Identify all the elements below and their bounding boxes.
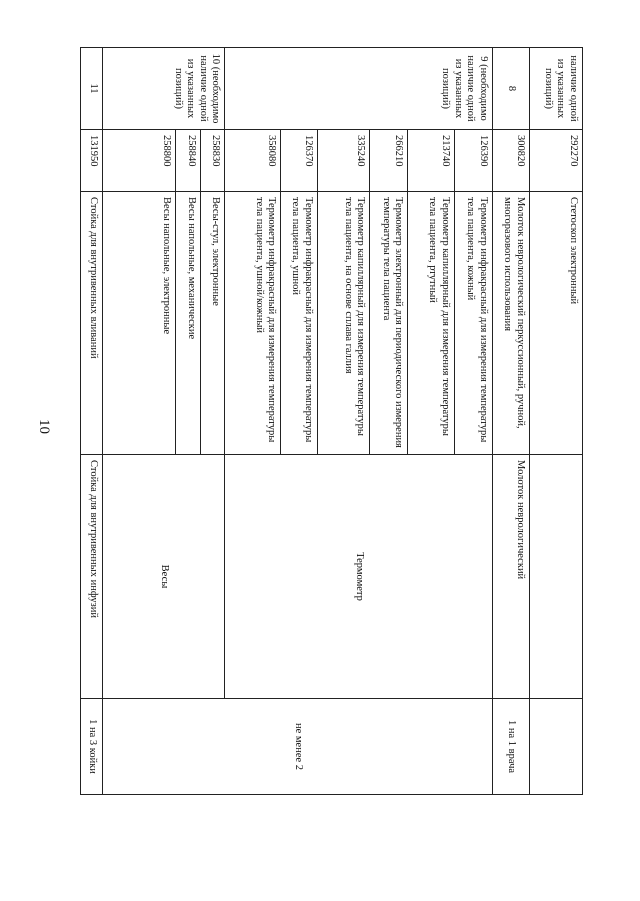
code-cell: 258800 — [102, 130, 176, 192]
name-cell: Термометр электронный для периодического измерения температуры тела пациента — [370, 192, 408, 455]
name-cell: Весы напольные, электронные — [102, 192, 176, 455]
table-row — [454, 48, 492, 863]
type-cell: Весы — [102, 455, 225, 699]
group-cell: 11 — [81, 48, 103, 130]
qty-cell: 1 на 1 врача — [492, 699, 529, 795]
type-cell: Стойка для внутривенных инфузий — [81, 455, 103, 699]
name-cell: Термометр инфракрасный для измерения температуры тела пациента, ушной/кожный — [225, 192, 281, 455]
code-cell: 258830 — [200, 130, 225, 192]
name-cell: Весы-стул, электронные — [200, 192, 225, 455]
code-cell: 335240 — [317, 130, 369, 192]
code-cell: 126370 — [281, 130, 318, 192]
type-cell: Термометр — [225, 455, 492, 699]
name-cell: Весы напольные, механические — [176, 192, 201, 455]
group-cell: 10 (необходимо наличие одной из указанных позиций) — [102, 48, 225, 130]
qty-cell — [529, 699, 582, 795]
page-number: 10 — [36, 419, 52, 434]
name-cell: Термометр капиллярный для измерения температуры тела пациента, ртутный — [408, 192, 455, 455]
code-cell: 126390 — [454, 130, 492, 192]
code-cell: 300820 — [492, 130, 529, 192]
name-cell: Молоток неврологический перкуссионный, ручной, многоразового использования — [492, 192, 529, 455]
qty-cell: не менее 2 — [102, 699, 492, 795]
table-row — [492, 48, 529, 863]
group-cell: наличие одной из указанных позиций) — [529, 48, 582, 130]
qty-cell: 1 на 3 койки — [81, 699, 103, 795]
name-cell: Стойка для внутривенных вливаний — [81, 192, 103, 455]
name-cell: Термометр инфракрасный для измерения температуры тела пациента, кожный — [454, 192, 492, 455]
code-cell: 258840 — [176, 130, 201, 192]
group-cell: 9 (необходимо наличие одной из указанных позиций) — [225, 48, 492, 130]
type-cell: Молоток неврологический — [492, 455, 529, 699]
name-cell: Термометр капиллярный для измерения температуры тела пациента, на основе сплава галлия — [317, 192, 369, 455]
equipment-table — [80, 47, 583, 863]
name-cell: Термометр инфракрасный для измерения температуры тела пациента, ушной — [281, 192, 318, 455]
code-cell: 131950 — [81, 130, 103, 192]
group-cell: 8 — [492, 48, 529, 130]
code-cell: 266210 — [370, 130, 408, 192]
code-cell: 213740 — [408, 130, 455, 192]
name-cell: Стетоскоп электронный — [529, 192, 582, 455]
code-cell: 292270 — [529, 130, 582, 192]
table-row — [529, 48, 582, 863]
type-cell — [529, 455, 582, 699]
table-row — [81, 48, 103, 863]
code-cell: 358080 — [225, 130, 281, 192]
